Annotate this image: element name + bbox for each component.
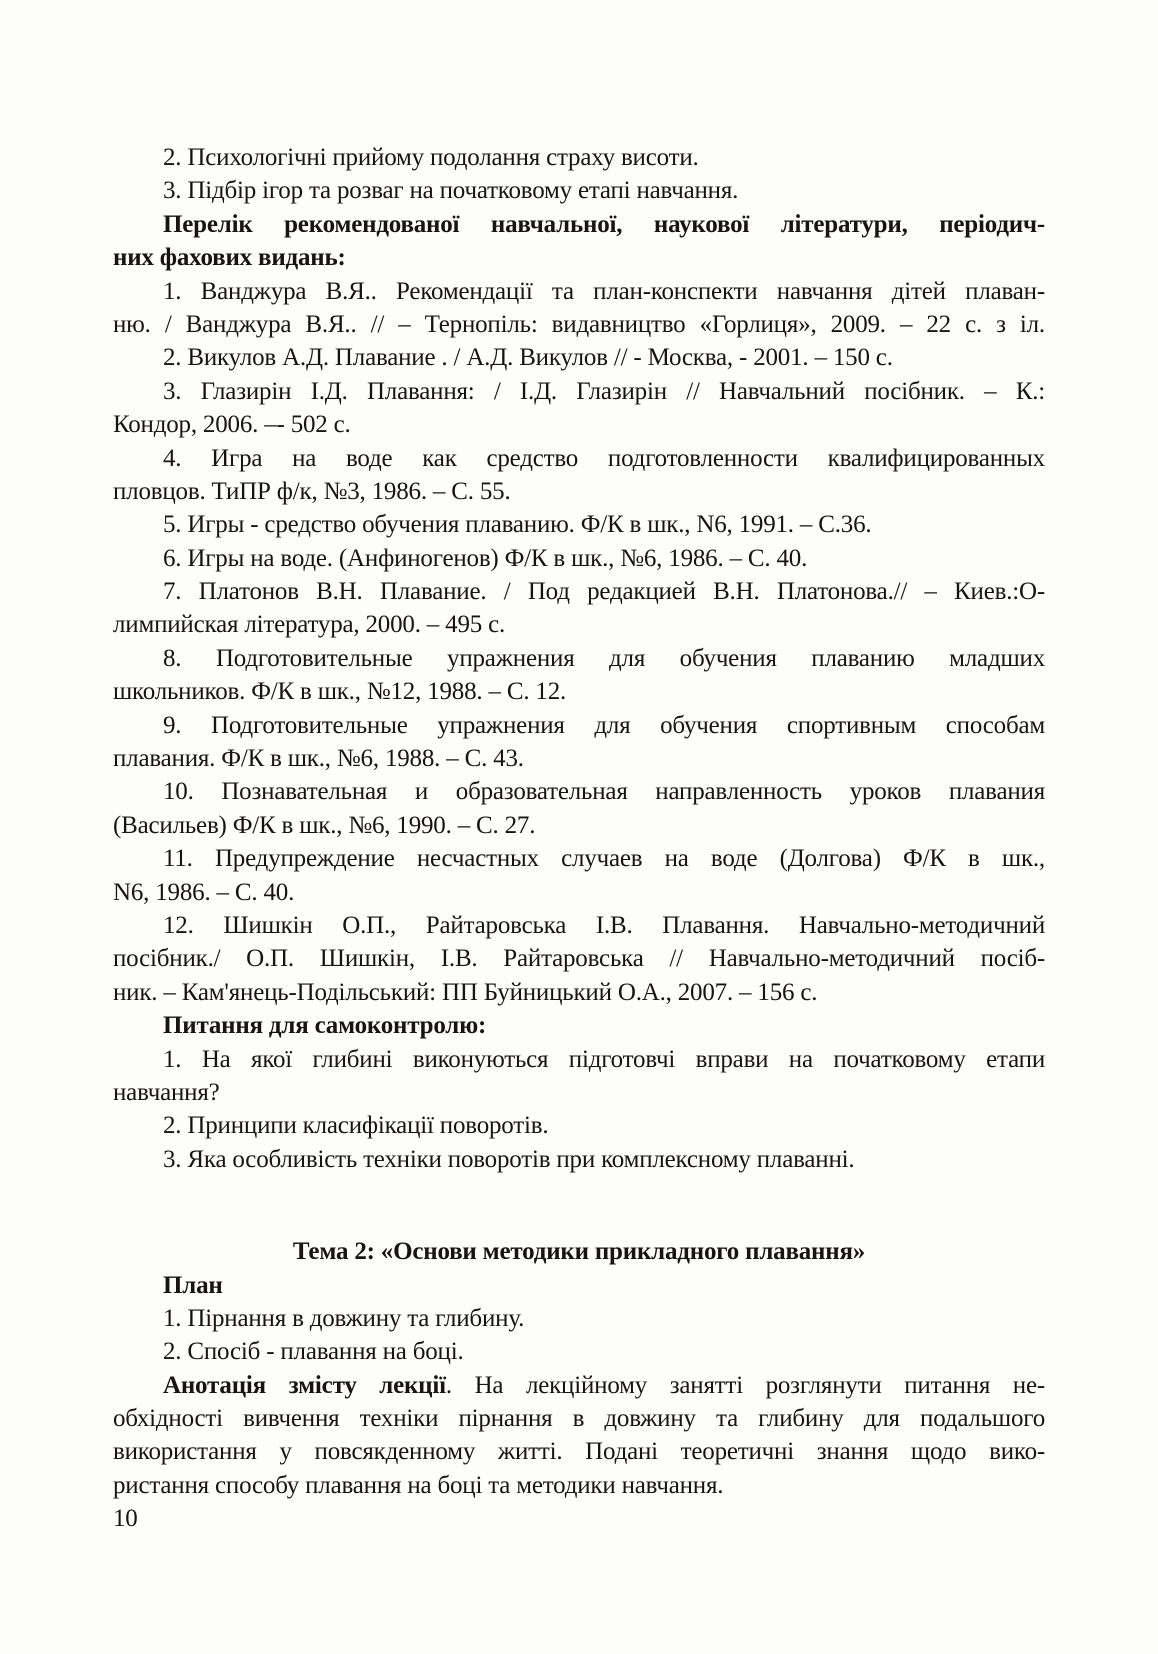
bibliography-item: 6. Игры на воде. (Анфиногенов) Ф/К в шк., №6, 1986. – С. 40. (163, 544, 808, 572)
bibliography-item: N6, 1986. – С. 40. (113, 878, 295, 906)
bibliography-item: ник. – Кам'янець-Подільський: ПП Буйницький О.А., 2007. – 156 с. (113, 978, 818, 1006)
bibliography-item: посібник./ О.П. Шишкін, І.В. Райтаровська // Навчально-методичний посіб- (113, 945, 1045, 973)
plan-heading: План (163, 1271, 223, 1299)
bibliography-item: 12. Шишкін О.П., Райтаровська І.В. Плавання. Навчально-методичний (163, 911, 1045, 939)
bibliography-item: плавания. Ф/К в шк., №6, 1988. – С. 43. (113, 745, 524, 773)
plan-item: 2. Спосіб - плавання на боці. (163, 1338, 464, 1366)
bibliography-item: 4. Игра на воде как средство подготовленности квалифицированных (163, 444, 1045, 472)
bibliography-item: 7. Платонов В.Н. Плавание. / Под редакцией В.Н. Платонова.// – Киев.:О- (163, 578, 1045, 606)
bibliography-item: 8. Подготовительные упражнения для обучения плаванию младших (163, 644, 1045, 672)
section-gap (113, 1176, 1045, 1235)
bold-run: Анотація змісту лекції (163, 1371, 446, 1399)
annotation-paragraph (113, 1369, 1045, 1402)
plan-item: 1. Пірнання в довжину та глибину. (163, 1304, 525, 1332)
bibliography-item: пловцов. ТиПР ф/к, №3, 1986. – С. 55. (113, 477, 511, 505)
bibliography-item: 3. Глазирін І.Д. Плавання: / І.Д. Глазирін // Навчальний посібник. – К.: (163, 377, 1045, 405)
literature-heading-line-1: Перелік рекомендованої навчальної, наукової літератури, періодич- (163, 210, 1045, 238)
text-run: . На лекційному занятті розглянути питання не- (445, 1371, 1045, 1399)
annotation-paragraph: обхідності вивчення техніки пірнання в довжину та глибину для подальшого (113, 1405, 1045, 1433)
bibliography-item: 1. Ванджура В.Я.. Рекомендації та план-конспекти навчання дітей плаван- (163, 277, 1045, 305)
bibliography-item: школьников. Ф/К в шк., №12, 1988. – С. 12. (113, 678, 567, 706)
bibliography-item: (Васильев) Ф/К в шк., №6, 1990. – С. 27. (113, 811, 536, 839)
self-check-question: 1. На якої глибині виконуються підготовчі вправи на початковому етапи (163, 1045, 1045, 1073)
bibliography-item: 2. Викулов А.Д. Плавание . / А.Д. Викулов // - Москва, - 2001. – 150 с. (163, 344, 893, 372)
annotation-paragraph: ристання способу плавання на боці та методики навчання. (113, 1471, 724, 1499)
bibliography-item: ню. / Ванджура В.Я.. // – Тернопіль: видавництво «Горлиця», 2009. – 22 с. з іл. (113, 310, 1045, 338)
self-check-question: 3. Яка особливість техніки поворотів при комплексному плаванні. (163, 1145, 855, 1173)
bibliography-item: 9. Подготовительные упражнения для обучения спортивным способам (163, 711, 1045, 739)
self-check-question: навчання? (113, 1078, 220, 1106)
page-number: 10 (113, 1505, 138, 1533)
bibliography-item: 10. Познавательная и образовательная направленность уроков плавания (163, 778, 1045, 806)
theme-2-heading: Тема 2: «Основи методики прикладного плавання» (292, 1238, 866, 1266)
bibliography-item: 11. Предупреждение несчастных случаев на воде (Долгова) Ф/К в шк., (163, 845, 1045, 873)
bibliography-item: 5. Игры - средство обучения плаванию. Ф/К в шк., N6, 1991. – С.36. (163, 511, 872, 539)
text-block (113, 141, 1045, 1536)
literature-heading-line-2: них фахових видань: (113, 244, 346, 272)
text-line: 2. Психологічні прийому подолання страху висоти. (163, 144, 699, 171)
text-lines (113, 141, 1045, 1502)
self-check-question: 2. Принципи класифікації поворотів. (163, 1112, 549, 1140)
bibliography-item: Кондор, 2006. –- 502 с. (113, 411, 351, 439)
bibliography-item: лимпийская література, 2000. – 495 с. (113, 611, 506, 639)
self-check-heading: Питання для самоконтролю: (163, 1012, 487, 1040)
text-line: 3. Підбір ігор та розваг на початковому етапі навчання. (163, 177, 739, 205)
annotation-paragraph: використання у повсякденному житті. Подані теоретичні знання щодо вико- (113, 1438, 1045, 1466)
